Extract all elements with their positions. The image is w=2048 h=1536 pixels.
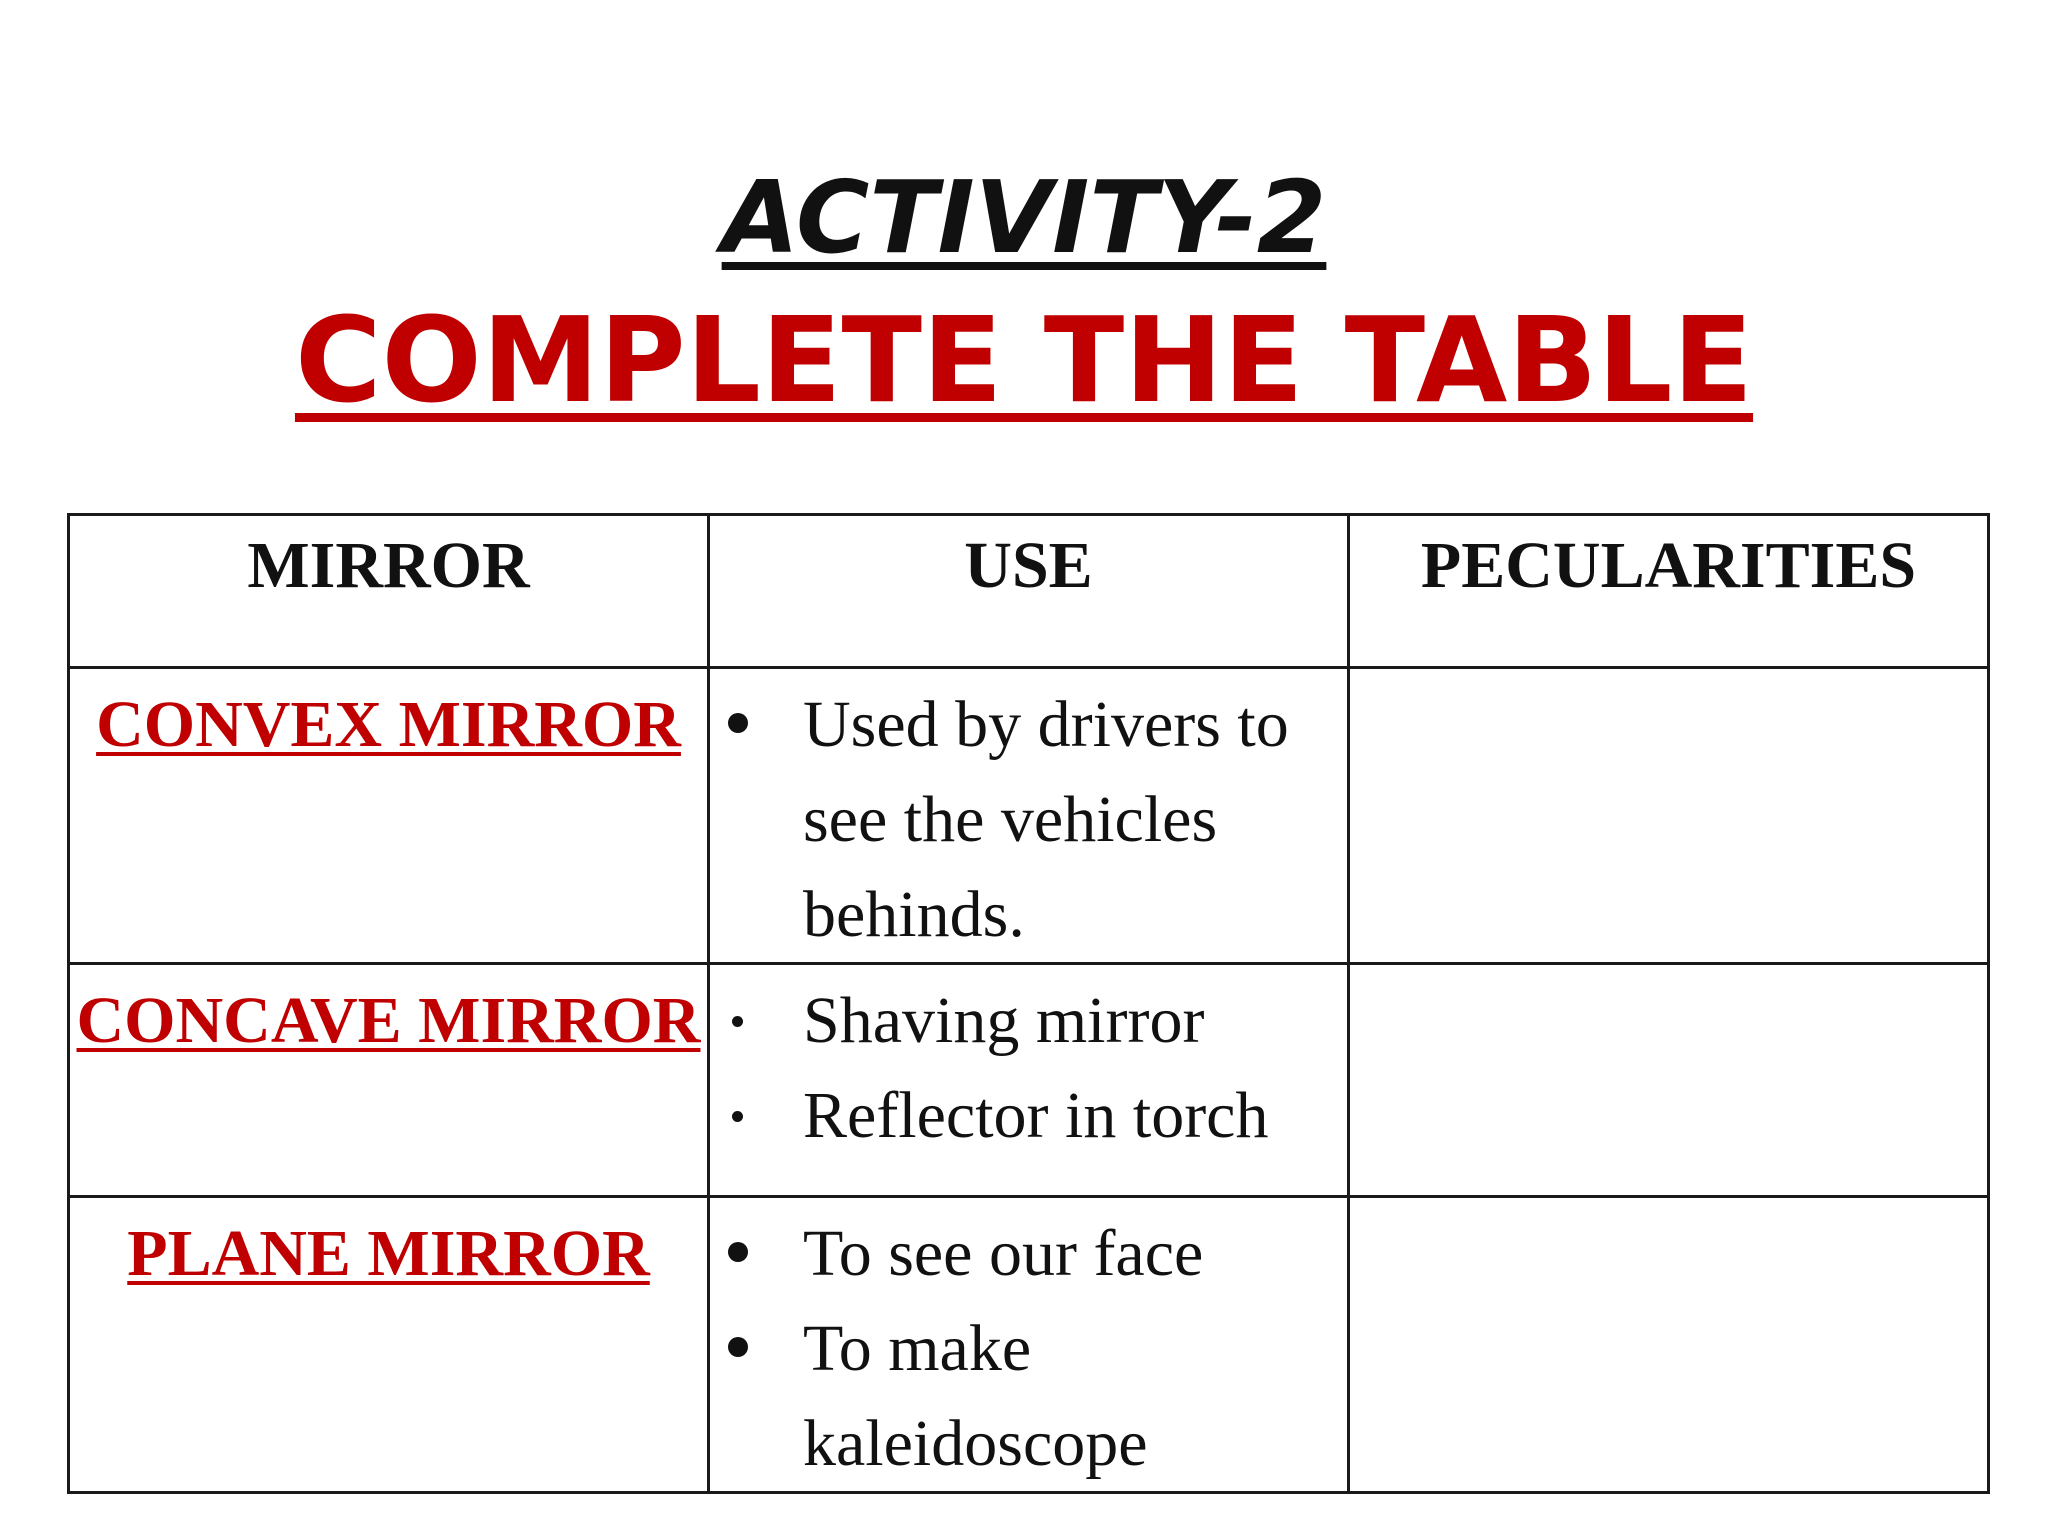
use-item-text: Used by drivers to see the vehicles behinds. xyxy=(803,688,1289,951)
mirror-name-plane: PLANE MIRROR xyxy=(127,1217,650,1290)
use-item-text: Reflector in torch xyxy=(803,1079,1269,1152)
header-mirror: MIRROR xyxy=(69,515,709,668)
bullet-icon xyxy=(732,1111,743,1122)
table-row xyxy=(69,1197,1989,1493)
use-item xyxy=(710,1206,1347,1301)
bullet-icon xyxy=(732,1016,743,1027)
use-item xyxy=(710,973,1347,1068)
bullet-icon xyxy=(728,1242,748,1262)
use-list xyxy=(710,677,1347,962)
activity-title xyxy=(0,155,2048,280)
use-cell xyxy=(709,668,1349,964)
header-use: USE xyxy=(709,515,1349,668)
use-item xyxy=(710,677,1347,962)
main-title xyxy=(0,290,2048,430)
use-list xyxy=(710,1206,1347,1491)
use-item-text: To make kaleidoscope xyxy=(803,1312,1148,1480)
use-cell xyxy=(709,964,1349,1197)
use-list xyxy=(710,973,1347,1163)
mirror-name-concave: CONCAVE MIRROR xyxy=(76,984,701,1057)
mirror-cell xyxy=(69,668,709,964)
mirror-table xyxy=(67,513,1990,1494)
bullet-icon xyxy=(728,1337,748,1357)
main-title-text: COMPLETE THE TABLE xyxy=(294,291,1754,429)
use-item-text: Shaving mirror xyxy=(803,984,1205,1057)
bullet-icon xyxy=(728,713,748,733)
mirror-cell xyxy=(69,1197,709,1493)
mirror-cell xyxy=(69,964,709,1197)
peculiarities-cell[interactable] xyxy=(1349,964,1989,1197)
table-row xyxy=(69,964,1989,1197)
use-item xyxy=(710,1301,1347,1491)
mirror-name-convex: CONVEX MIRROR xyxy=(96,688,681,761)
activity-title-text: ACTIVITY-2 xyxy=(721,159,1327,276)
header-peculiarities: PECULARITIES xyxy=(1349,515,1989,668)
use-item xyxy=(710,1068,1347,1163)
table-row xyxy=(69,668,1989,964)
use-cell xyxy=(709,1197,1349,1493)
peculiarities-cell[interactable] xyxy=(1349,668,1989,964)
table-header-row xyxy=(69,515,1989,668)
use-item-text: To see our face xyxy=(803,1217,1204,1290)
peculiarities-cell[interactable] xyxy=(1349,1197,1989,1493)
